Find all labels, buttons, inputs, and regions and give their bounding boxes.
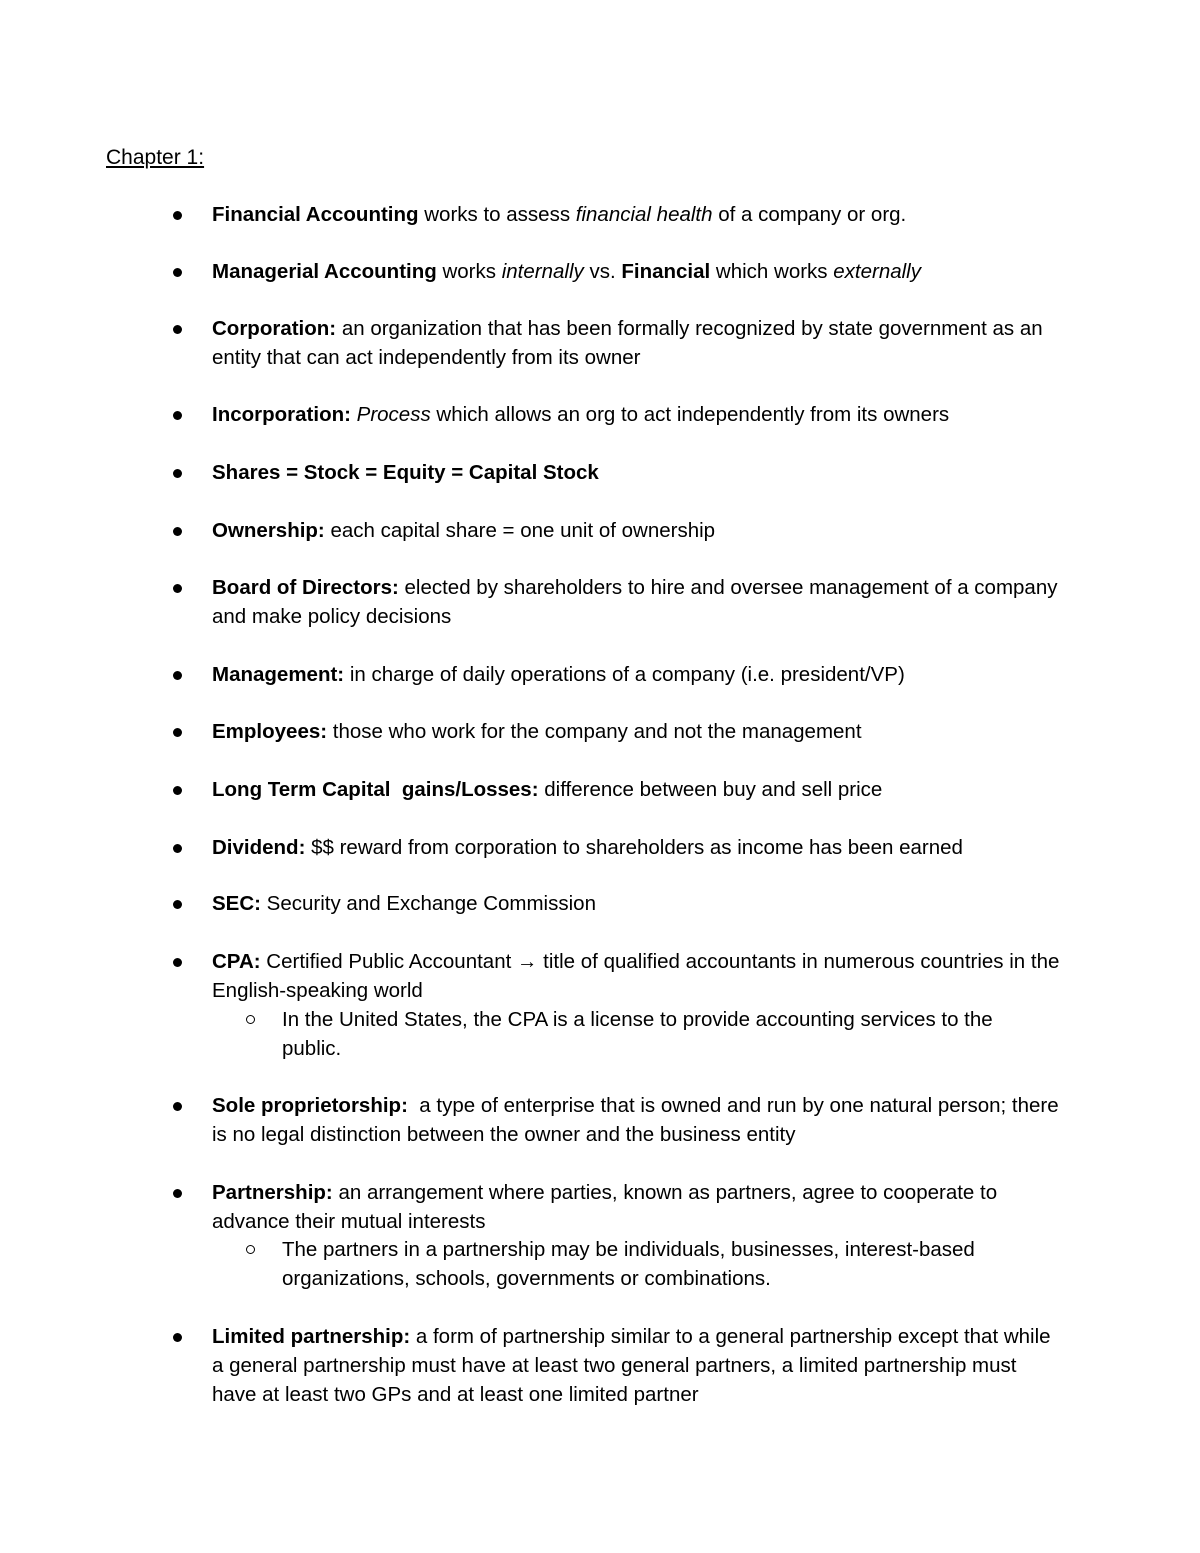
bullet-icon [173,1102,182,1111]
list-item-sole-proprietorship [212,1091,1065,1149]
definition: an arrangement where parties, known as partners, agree to cooperate to advance their mutual interests [212,1181,998,1233]
term: Limited partnership: [212,1325,411,1348]
term: SEC: [212,892,261,915]
term: Incorporation: [212,403,351,426]
bullet-icon [173,469,182,478]
hollow-bullet-icon [246,1245,255,1254]
bullet-icon [173,211,182,220]
bullet-icon [173,325,182,334]
term: Ownership: [212,519,325,542]
bullet-icon [173,900,182,909]
list-item-board-of-directors [212,573,1062,631]
definition: which allows an org to act independently from its owners [430,403,950,426]
list-item-sec [212,889,1062,918]
definition: title of qualified accountants in numerous countries in the English-speaking world [212,950,1060,1002]
list-item-limited-partnership [212,1322,1062,1409]
term: Financial [621,260,711,283]
right-arrow-icon: → [516,950,538,973]
bullet-icon [173,268,182,277]
list-item-cpa [212,947,1062,1005]
definition: those who work for the company and not the management [327,720,862,743]
list-item-financial-accounting [212,200,1062,229]
sub-text: The partners in a partnership may be individuals, businesses, interest-based organizations, schools, governments or combinations. [282,1238,975,1290]
bullet-icon [173,527,182,536]
term: Employees: [212,720,328,743]
emphasis: internally [501,260,584,283]
text: which works [710,260,834,283]
term: Dividend: [212,836,306,859]
sub-text: In the United States, the CPA is a license to provide accounting services to the public. [282,1008,993,1060]
term: Board of Directors: [212,576,399,599]
bullet-icon [173,671,182,680]
term: Corporation: [212,317,337,340]
term: Shares = Stock = Equity = Capital Stock [212,461,599,484]
bullet-icon [173,844,182,853]
term: Managerial Accounting [212,260,437,283]
text: works [436,260,502,283]
bullet-icon [173,958,182,967]
definition: an organization that has been formally recognized by state government as an entity that can act independently from its owner [212,317,1043,369]
text: works to assess [418,203,576,226]
list-item-ownership [212,516,1062,545]
text: vs. [583,260,622,283]
emphasis: externally [833,260,921,283]
term: Sole proprietorship: [212,1094,408,1117]
list-item-managerial-accounting [212,257,1062,286]
definition: Security and Exchange Commission [260,892,596,915]
list-item-management [212,660,1062,689]
list-item-incorporation [212,400,1062,429]
bullet-icon [173,786,182,795]
list-item-corporation [212,314,1062,372]
definition: difference between buy and sell price [538,778,883,801]
term: Partnership: [212,1181,333,1204]
bullet-icon [173,1333,182,1342]
bullet-icon [173,411,182,420]
list-item-employees [212,717,1062,746]
definition: a form of partnership similar to a general partnership except that while a general partnership must have at least two general partners, a limited partnership must have at least two GPs and at least one limited partner [212,1325,1051,1406]
emphasis: Process [356,403,431,426]
sub-item-cpa [282,1005,1052,1063]
definition: $$ reward from corporation to shareholders as income has been earned [305,836,963,859]
bullet-icon [173,584,182,593]
bullet-icon [173,728,182,737]
term: Management: [212,663,345,686]
definition: in charge of daily operations of a company (i.e. president/VP) [344,663,905,686]
chapter-heading: Chapter 1: [106,146,205,169]
list-item-partnership [212,1178,1062,1236]
list-item-dividend [212,833,1062,862]
term: Financial Accounting [212,203,419,226]
list-item-shares [212,458,1062,487]
term: CPA: [212,950,261,973]
hollow-bullet-icon [246,1015,255,1024]
definition: a type of enterprise that is owned and run by one natural person; there is no legal distinction between the owner and the business entity [212,1094,1065,1146]
sub-item-partnership [282,1235,1052,1293]
definition: Certified Public Accountant [260,950,517,973]
list-item-capital-gains [212,775,1062,804]
definition: each capital share = one unit of ownership [324,519,716,542]
text: of a company or org. [712,203,907,226]
term: Long Term Capital gains/Losses: [212,778,539,801]
definition: elected by shareholders to hire and oversee management of a company and make policy decisions [212,576,1058,628]
emphasis: financial health [575,203,713,226]
bullet-icon [173,1189,182,1198]
